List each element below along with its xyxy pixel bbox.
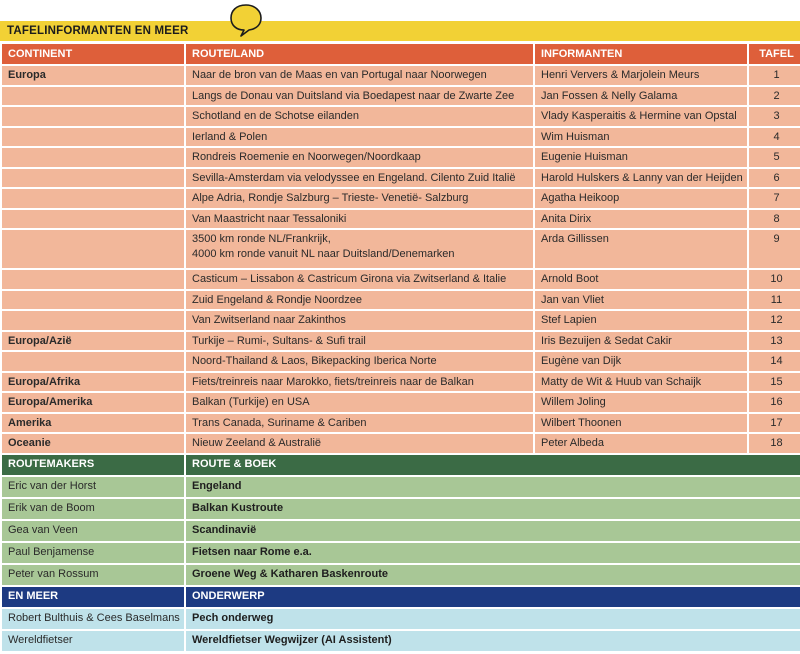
route-cell: Zuid Engeland & Rondje Noordzee bbox=[186, 291, 533, 310]
continent-cell: Europa/Afrika bbox=[2, 373, 184, 392]
continent-cell: Amerika bbox=[2, 414, 184, 433]
route-book-cell: Fietsen naar Rome e.a. bbox=[186, 543, 800, 563]
continent-cell bbox=[2, 148, 184, 167]
route-cell: Alpe Adria, Rondje Salzburg – Trieste- Venetië- Salzburg bbox=[186, 189, 533, 208]
informants-cell: Wilbert Thoonen bbox=[535, 414, 747, 433]
table-row bbox=[2, 230, 800, 268]
informants-cell: Henri Ververs & Marjolein Meurs bbox=[535, 66, 747, 85]
route-line-2: 4000 km ronde vanuit NL naar Duitsland/Denemarken bbox=[192, 248, 455, 260]
continent-cell bbox=[2, 107, 184, 126]
main-table bbox=[0, 42, 800, 653]
informants-cell: Willem Joling bbox=[535, 393, 747, 412]
route-cell: Turkije – Rumi-, Sultans- & Sufi trail bbox=[186, 332, 533, 351]
section-header-continents bbox=[2, 44, 800, 64]
routemaker-name: Peter van Rossum bbox=[2, 565, 184, 585]
continent-cell bbox=[2, 352, 184, 371]
informants-cell: Peter Albeda bbox=[535, 434, 747, 453]
title-bar bbox=[0, 21, 800, 41]
informants-cell: Matty de Wit & Huub van Schaijk bbox=[535, 373, 747, 392]
table-number-cell: 12 bbox=[749, 311, 800, 330]
informants-cell: Vlady Kasperaitis & Hermine van Opstal bbox=[535, 107, 747, 126]
route-cell: Langs de Donau van Duitsland via Boedapest naar de Zwarte Zee bbox=[186, 87, 533, 106]
route-cell: Trans Canada, Suriname & Cariben bbox=[186, 414, 533, 433]
route-cell: Nieuw Zeeland & Australië bbox=[186, 434, 533, 453]
continent-cell bbox=[2, 87, 184, 106]
table-number-cell: 6 bbox=[749, 169, 800, 188]
route-book-cell: Scandinavië bbox=[186, 521, 800, 541]
table-number-cell: 8 bbox=[749, 210, 800, 229]
continent-cell: Oceanie bbox=[2, 434, 184, 453]
table-number-cell: 14 bbox=[749, 352, 800, 371]
continent-cell bbox=[2, 270, 184, 289]
table-row bbox=[2, 210, 800, 229]
table-row bbox=[2, 565, 800, 585]
informants-cell: Eugenie Huisman bbox=[535, 148, 747, 167]
topic-cell: Pech onderweg bbox=[186, 609, 800, 629]
table-row bbox=[2, 107, 800, 126]
route-cell: Naar de bron van de Maas en van Portugal naar Noorwegen bbox=[186, 66, 533, 85]
header-table: TAFEL bbox=[749, 44, 800, 64]
route-cell: Balkan (Turkije) en USA bbox=[186, 393, 533, 412]
speaker-name: Robert Bulthuis & Cees Baselmans bbox=[2, 609, 184, 629]
table-row bbox=[2, 169, 800, 188]
continent-cell bbox=[2, 169, 184, 188]
continent-cell: Europa/Amerika bbox=[2, 393, 184, 412]
table-row bbox=[2, 189, 800, 208]
header-informants: INFORMANTEN bbox=[535, 44, 747, 64]
table-row bbox=[2, 393, 800, 412]
table-row bbox=[2, 609, 800, 629]
table-number-cell: 7 bbox=[749, 189, 800, 208]
table-row bbox=[2, 291, 800, 310]
informants-cell: Jan van Vliet bbox=[535, 291, 747, 310]
continent-cell bbox=[2, 128, 184, 147]
table-row bbox=[2, 414, 800, 433]
header-route-land: ROUTE/LAND bbox=[186, 44, 533, 64]
informants-cell: Harold Hulskers & Lanny van der Heijden bbox=[535, 169, 747, 188]
table-row bbox=[2, 332, 800, 351]
section-header-en-meer bbox=[2, 587, 800, 607]
header-en-meer: EN MEER bbox=[2, 587, 184, 607]
informants-cell: Wim Huisman bbox=[535, 128, 747, 147]
table-number-cell: 13 bbox=[749, 332, 800, 351]
header-route-book: ROUTE & BOEK bbox=[186, 455, 800, 475]
table-row bbox=[2, 87, 800, 106]
route-line-1: 3500 km ronde NL/Frankrijk, bbox=[192, 233, 331, 245]
routemaker-name: Erik van de Boom bbox=[2, 499, 184, 519]
table-row bbox=[2, 311, 800, 330]
route-book-cell: Engeland bbox=[186, 477, 800, 497]
route-cell: Van Zwitserland naar Zakinthos bbox=[186, 311, 533, 330]
table-row bbox=[2, 66, 800, 85]
table-row bbox=[2, 373, 800, 392]
route-cell: Casticum – Lissabon & Castricum Girona via Zwitserland & Italie bbox=[186, 270, 533, 289]
route-cell: Van Maastricht naar Tessaloniki bbox=[186, 210, 533, 229]
table-row bbox=[2, 521, 800, 541]
page-title: TAFELINFORMANTEN EN MEER bbox=[7, 25, 189, 37]
speech-bubble-icon bbox=[227, 1, 265, 39]
route-cell: Rondreis Roemenie en Noorwegen/Noordkaap bbox=[186, 148, 533, 167]
route-cell: Sevilla-Amsterdam via velodyssee en Engeland. Cilento Zuid Italië bbox=[186, 169, 533, 188]
informants-cell: Iris Bezuijen & Sedat Cakir bbox=[535, 332, 747, 351]
informants-cell: Agatha Heikoop bbox=[535, 189, 747, 208]
route-cell: Noord-Thailand & Laos, Bikepacking Iberica Norte bbox=[186, 352, 533, 371]
continent-cell bbox=[2, 311, 184, 330]
table-number-cell: 17 bbox=[749, 414, 800, 433]
table-row bbox=[2, 128, 800, 147]
table-number-cell: 5 bbox=[749, 148, 800, 167]
table-number-cell: 2 bbox=[749, 87, 800, 106]
table-row bbox=[2, 631, 800, 651]
route-cell: Schotland en de Schotse eilanden bbox=[186, 107, 533, 126]
speaker-name: Wereldfietser bbox=[2, 631, 184, 651]
table-number-cell: 1 bbox=[749, 66, 800, 85]
routemaker-name: Gea van Veen bbox=[2, 521, 184, 541]
table-row bbox=[2, 543, 800, 563]
continent-cell bbox=[2, 291, 184, 310]
header-routemakers: ROUTEMAKERS bbox=[2, 455, 184, 475]
table-row bbox=[2, 434, 800, 453]
section-header-routemakers bbox=[2, 455, 800, 475]
informants-cell: Stef Lapien bbox=[535, 311, 747, 330]
informants-cell: Arda Gillissen bbox=[535, 230, 747, 268]
table-number-cell: 11 bbox=[749, 291, 800, 310]
continent-cell bbox=[2, 189, 184, 208]
table-number-cell: 10 bbox=[749, 270, 800, 289]
route-cell: Fiets/treinreis naar Marokko, fiets/treinreis naar de Balkan bbox=[186, 373, 533, 392]
table-number-cell: 15 bbox=[749, 373, 800, 392]
informants-cell: Eugène van Dijk bbox=[535, 352, 747, 371]
table-number-cell: 9 bbox=[749, 230, 800, 268]
table-row bbox=[2, 148, 800, 167]
table-row bbox=[2, 499, 800, 519]
informants-cell: Arnold Boot bbox=[535, 270, 747, 289]
route-cell bbox=[186, 230, 533, 268]
continent-cell bbox=[2, 210, 184, 229]
table-row bbox=[2, 352, 800, 371]
continent-cell bbox=[2, 230, 184, 268]
table-number-cell: 16 bbox=[749, 393, 800, 412]
routemaker-name: Paul Benjamense bbox=[2, 543, 184, 563]
table-number-cell: 3 bbox=[749, 107, 800, 126]
table-number-cell: 4 bbox=[749, 128, 800, 147]
route-book-cell: Groene Weg & Katharen Baskenroute bbox=[186, 565, 800, 585]
continent-cell: Europa/Azië bbox=[2, 332, 184, 351]
informants-cell: Jan Fossen & Nelly Galama bbox=[535, 87, 747, 106]
route-cell: Ierland & Polen bbox=[186, 128, 533, 147]
header-continent: CONTINENT bbox=[2, 44, 184, 64]
table-row bbox=[2, 270, 800, 289]
topic-cell: Wereldfietser Wegwijzer (AI Assistent) bbox=[186, 631, 800, 651]
table-row bbox=[2, 477, 800, 497]
route-book-cell: Balkan Kustroute bbox=[186, 499, 800, 519]
routemaker-name: Eric van der Horst bbox=[2, 477, 184, 497]
table-number-cell: 18 bbox=[749, 434, 800, 453]
informants-cell: Anita Dirix bbox=[535, 210, 747, 229]
continent-cell: Europa bbox=[2, 66, 184, 85]
header-onderwerp: ONDERWERP bbox=[186, 587, 800, 607]
